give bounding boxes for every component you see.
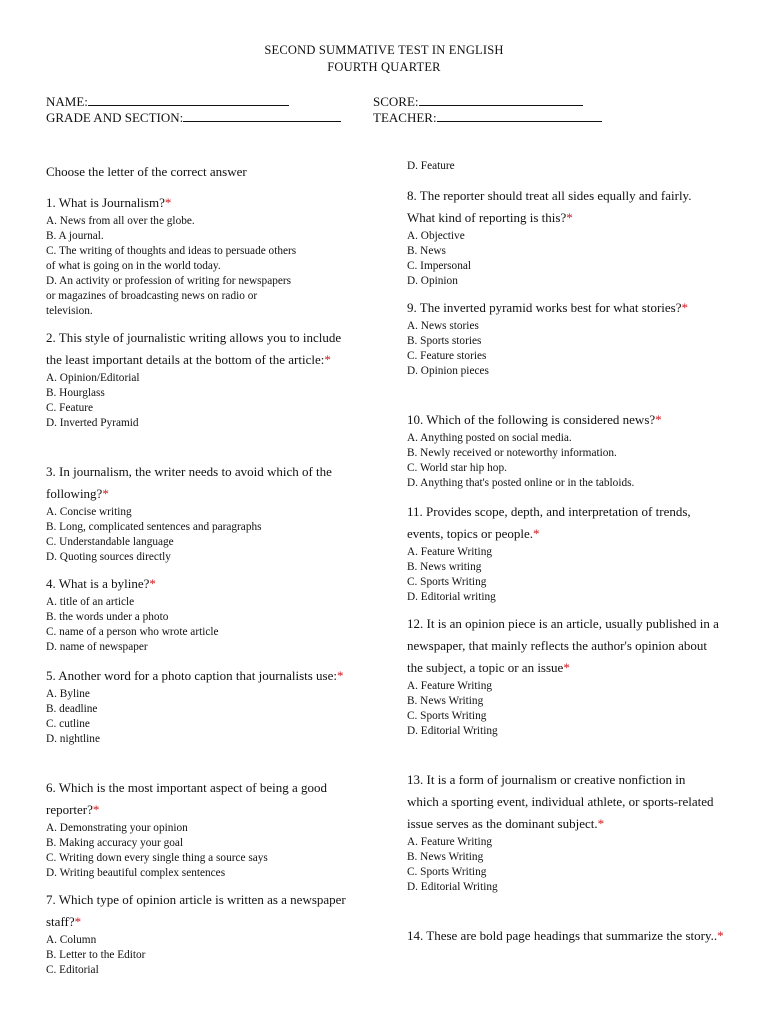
question-text: 1. What is Journalism?*	[46, 195, 172, 210]
options-list	[46, 214, 366, 319]
question-text: 8. The reporter should treat all sides equally and fairly. What kind of reporting is this?*	[407, 188, 692, 225]
option[interactable]: C. Feature	[46, 402, 94, 414]
required-mark: *	[655, 412, 662, 427]
test-title: SECOND SUMMATIVE TEST IN ENGLISH	[264, 43, 504, 57]
options-list	[407, 229, 719, 289]
option[interactable]: C. cutline	[46, 718, 90, 730]
option[interactable]: B. News Writing	[407, 695, 484, 707]
question-7	[46, 889, 358, 978]
question-text: 2. This style of journalistic writing allows you to include the least important details at the bottom of the article:*	[46, 330, 342, 367]
question-3	[46, 461, 358, 565]
option[interactable]: A. Objective	[407, 230, 465, 242]
option[interactable]: B. News	[407, 245, 446, 257]
option[interactable]: C. Sports Writing	[407, 866, 487, 878]
option[interactable]: A. Demonstrating your opinion	[46, 822, 188, 834]
required-mark: *	[324, 352, 331, 367]
option[interactable]: A. Feature Writing	[407, 546, 492, 558]
option[interactable]: B. A journal.	[46, 230, 104, 242]
option[interactable]: B. the words under a photo	[46, 611, 169, 623]
option[interactable]: A. Feature Writing	[407, 680, 492, 692]
question-9	[407, 297, 707, 379]
question-2	[46, 327, 358, 431]
required-mark: *	[149, 576, 156, 591]
question-text: 14. These are bold page headings that summarize the story..*	[407, 928, 724, 943]
required-mark: *	[717, 928, 724, 943]
required-mark: *	[337, 668, 344, 683]
question-4	[46, 573, 358, 655]
options-list	[46, 371, 358, 431]
option[interactable]: B. Hourglass	[46, 387, 105, 399]
grade-section-label: GRADE AND SECTION:	[46, 110, 184, 125]
option[interactable]: A. News stories	[407, 320, 479, 332]
option[interactable]: A. title of an article	[46, 596, 135, 608]
option[interactable]: A. Concise writing	[46, 506, 132, 518]
option[interactable]: C. Sports Writing	[407, 710, 487, 722]
option[interactable]: C. Understandable language	[46, 536, 174, 548]
question-text: 7. Which type of opinion article is written as a newspaper staff?*	[46, 892, 346, 929]
option[interactable]: B. Long, complicated sentences and paragraphs	[46, 521, 262, 533]
options-list	[407, 545, 719, 605]
option[interactable]: D. Editorial Writing	[407, 725, 498, 737]
test-subtitle: FOURTH QUARTER	[327, 60, 441, 74]
required-mark: *	[566, 210, 573, 225]
option[interactable]: D. Writing beautiful complex sentences	[46, 867, 226, 879]
option[interactable]: C. Impersonal	[407, 260, 472, 272]
question-8	[407, 185, 719, 289]
option[interactable]: B. Newly received or noteworthy information.	[407, 447, 617, 459]
required-mark: *	[597, 816, 605, 831]
options-list	[46, 821, 358, 881]
options-list	[407, 319, 707, 379]
option[interactable]: C. The writing of thoughts and ideas to persuade others	[46, 245, 297, 257]
option[interactable]: B. News Writing	[407, 851, 484, 863]
option[interactable]: C. Editorial	[46, 964, 99, 976]
option-continuation: of what is going on in the world today.	[46, 260, 221, 272]
teacher-blank-line[interactable]	[437, 110, 602, 122]
question-text: 11. Provides scope, depth, and interpretation of trends, events, topics or people.*	[407, 504, 691, 541]
options-list	[46, 505, 358, 565]
question-6	[46, 777, 358, 881]
question-1	[46, 192, 366, 319]
options-list	[46, 595, 358, 655]
option[interactable]: B. Making accuracy your goal	[46, 837, 184, 849]
question-5	[46, 665, 358, 747]
question-text: 12. It is an opinion piece is an article, usually published in a newspaper, that mainly reflects the author's opinion about the subject, a topic or an issue*	[407, 616, 719, 675]
question-text: 9. The inverted pyramid works best for what stories?*	[407, 300, 688, 315]
option[interactable]: C. Writing down every single thing a source says	[46, 852, 268, 864]
option[interactable]: D. nightline	[46, 733, 100, 745]
option[interactable]: D. Anything that's posted online or in the tabloids.	[407, 477, 635, 489]
question-10	[407, 409, 737, 491]
grade-section-blank-line[interactable]	[183, 110, 341, 122]
options-list	[46, 933, 358, 978]
option[interactable]: B. deadline	[46, 703, 98, 715]
option[interactable]: A. Anything posted on social media.	[407, 432, 572, 444]
question-text: 6. Which is the most important aspect of being a good reporter?*	[46, 780, 328, 817]
name-field	[46, 94, 289, 110]
option[interactable]: A. News from all over the globe.	[46, 215, 195, 227]
required-mark: *	[74, 914, 82, 929]
option[interactable]: D. Inverted Pyramid	[46, 417, 139, 429]
option-continuation: television.	[46, 305, 93, 317]
question-text: 3. In journalism, the writer needs to avoid which of the following?*	[46, 464, 332, 501]
question-12	[407, 613, 725, 739]
score-blank-line[interactable]	[419, 94, 583, 106]
name-blank-line[interactable]	[88, 94, 289, 106]
teacher-field	[373, 110, 602, 126]
option[interactable]: D. An activity or profession of writing for newspapers	[46, 275, 292, 287]
teacher-label: TEACHER:	[373, 110, 437, 125]
score-field	[373, 94, 583, 110]
option[interactable]: B. News writing	[407, 561, 482, 573]
options-list	[407, 431, 737, 491]
options-list	[407, 679, 725, 739]
question-text: 10. Which of the following is considered news?*	[407, 412, 662, 427]
option[interactable]: A. Byline	[46, 688, 90, 700]
name-label: NAME:	[46, 94, 88, 109]
option[interactable]: C. World star hip hop.	[407, 462, 507, 474]
option[interactable]: D. Opinion pieces	[407, 365, 489, 377]
required-mark: *	[102, 486, 109, 501]
option[interactable]: D. name of newspaper	[46, 641, 148, 653]
option[interactable]: D. Editorial writing	[407, 591, 496, 603]
required-mark: *	[164, 195, 172, 210]
option[interactable]: D. Feature	[407, 160, 455, 172]
option[interactable]: D. Quoting sources directly	[46, 551, 171, 563]
question-text: 4. What is a byline?*	[46, 576, 156, 591]
grade-section-field	[46, 110, 341, 126]
options-list	[407, 835, 719, 895]
option[interactable]: B. Letter to the Editor	[46, 949, 146, 961]
option[interactable]: A. Feature Writing	[407, 836, 492, 848]
option[interactable]: A. Column	[46, 934, 97, 946]
question-11	[407, 501, 719, 605]
instructions: Choose the letter of the correct answer	[46, 164, 247, 179]
required-mark: *	[92, 802, 100, 817]
question-13	[407, 769, 719, 895]
option[interactable]: C. Feature stories	[407, 350, 487, 362]
option-continuation: or magazines of broadcasting news on radio or	[46, 290, 258, 302]
question-text: 5. Another word for a photo caption that journalists use:*	[46, 668, 344, 683]
option[interactable]: D. Editorial Writing	[407, 881, 498, 893]
score-label: SCORE:	[373, 94, 419, 109]
options-list	[46, 687, 358, 747]
question-text: 13. It is a form of journalism or creative nonfiction in which a sporting event, individual athlete, or sports-related issue serves as the dominant subject.*	[407, 772, 714, 831]
question-14	[407, 925, 727, 947]
option[interactable]: B. Sports stories	[407, 335, 482, 347]
option[interactable]: C. Sports Writing	[407, 576, 487, 588]
required-mark: *	[563, 660, 570, 675]
option[interactable]: A. Opinion/Editorial	[46, 372, 140, 384]
required-mark: *	[533, 526, 540, 541]
option[interactable]: D. Opinion	[407, 275, 458, 287]
option[interactable]: C. name of a person who wrote article	[46, 626, 219, 638]
required-mark: *	[681, 300, 688, 315]
